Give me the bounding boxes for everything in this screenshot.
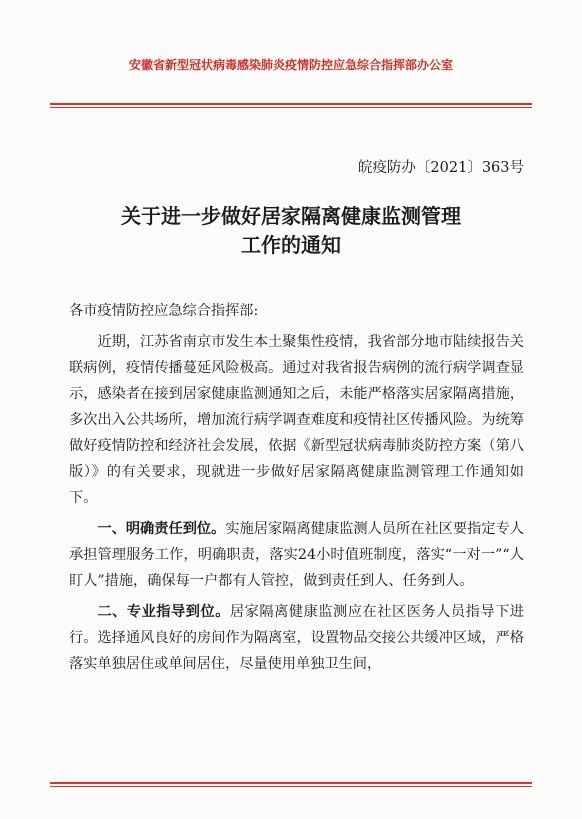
paragraph-responsibility (69, 516, 524, 594)
document-title-line-1: 关于进一步做好居家隔离健康监测管理 (121, 204, 461, 228)
paragraph-text: 近期，江苏省南京市发生本土聚集性疫情，我省部分地市陆续报告关联病例，疫情传播蔓延风险极高。通过对我省报告病例的流行病学调查显示，感染者在接到居家健康监测通知之后，未能严格落实居家隔离措施，多次出入公共场所，增加流行病学调查难度和疫情社区传播风险。为统筹做好疫情防控和经济社会发展，依据《新型冠状病毒肺炎防控方案（第八版）》的有关要求，现就进一步做好居家隔离健康监测管理工作通知如下。 (69, 334, 524, 506)
paragraph-heading: 一、明确责任到位。 (97, 521, 226, 537)
organization-header: 安徽省新型冠状病毒感染肺炎疫情防控应急综合指挥部办公室 (128, 58, 453, 72)
addressee: 各市疫情防控应急综合指挥部: (69, 303, 259, 319)
document-title-line-2: 工作的通知 (241, 233, 341, 257)
paragraph-guidance (69, 599, 524, 677)
paragraph-text: 实施居家隔离健康监测人员所在社区要指定专人承担管理服务工作，明确职责，落实24小时值班制度，落实“一对一”“人盯人”措施，确保每一户都有人管控，做到责任到人、任务到人。 (69, 521, 524, 589)
footer-red-rule (50, 782, 532, 784)
document-title (0, 202, 582, 260)
header-red-rule (50, 103, 532, 105)
header-red-rule-thin (50, 107, 532, 108)
paragraph-heading: 二、专业指导到位。 (97, 604, 230, 620)
document-number: 皖疫防办〔2021〕363号 (357, 160, 524, 176)
document-body (69, 298, 524, 682)
footer-red-rule-thin (50, 786, 532, 787)
paragraph-intro (69, 329, 524, 511)
paragraph-text: 居家隔离健康监测应在社区医务人员指导下进行。选择通风良好的房间作为隔离室，设置物品交接公共缓冲区域，严格落实单独居住或单间居住，尽量使用单独卫生间， (69, 604, 524, 672)
